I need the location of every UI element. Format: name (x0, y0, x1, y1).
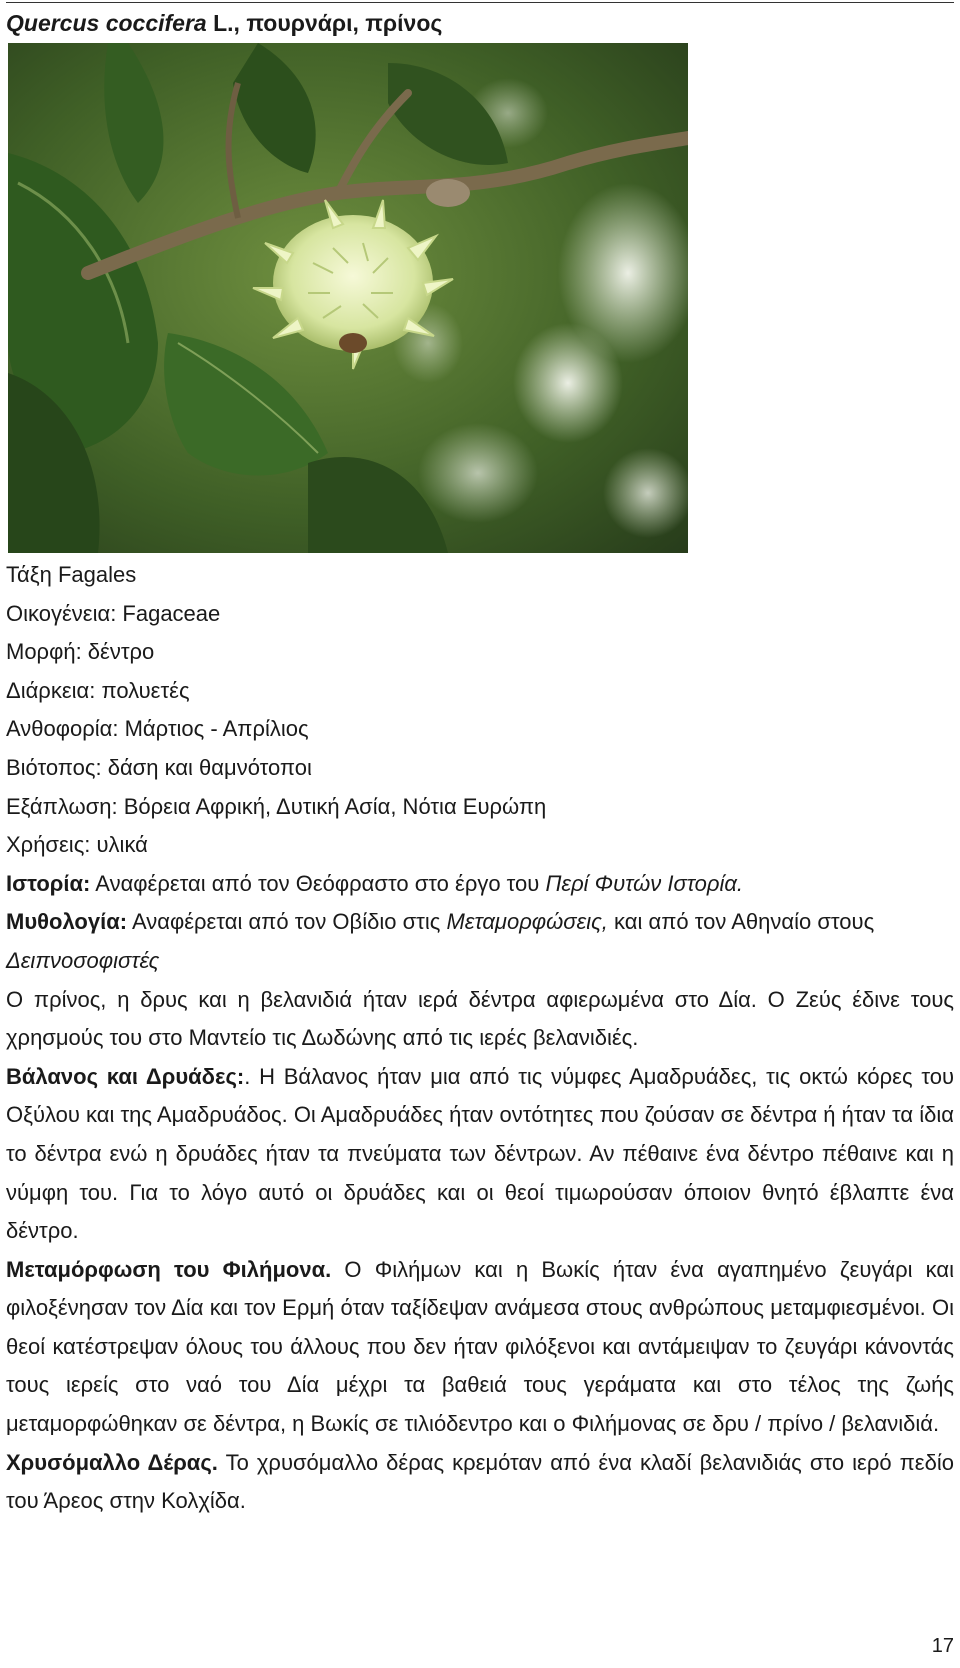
history-paragraph (6, 865, 954, 904)
page-title (6, 8, 442, 38)
history-work: Περί Φυτών Ιστορία. (545, 870, 744, 896)
balanos-text: . Η Βάλανος ήταν μια από τις νύμφες Αμαδρυάδες, τις οκτώ κόρες του Οξύλου και της Αμαδρυάδος. Οι Αμαδρυάδες ήταν οντότητες που ζούσαν σε δέντρα ή ήταν τα ίδια το δέντρα ενώ η δρυάδες ήταν τα πνεύματα των δέντρων. Αν πέθαινε ένα δέντρο πέθαινε και η νύμφη του. Για το λόγο αυτό οι δρυάδες και οι θεοί τιμωρούσαν όποιον θνητό έβλαπτε ένα δέντρο. (6, 1063, 954, 1244)
top-rule (6, 2, 954, 3)
fact-duration: Διάρκεια: πολυετές (6, 677, 190, 703)
mythology-work-1: Μεταμορφώσεις, (446, 909, 608, 935)
history-text: Αναφέρεται από τον Θεόφραστο στο έργο του (90, 870, 546, 896)
philemon-text: Ο Φιλήμων και η Βωκίς ήταν ένα αγαπημένο ζευγάρι και φιλοξένησαν τον Δία και τον Ερμή όταν ταξίδεψαν ανάμεσα στους ανθρώπους μεταμφιεσμένοι. Οι θεοί κατέστρεψαν όλους του άλλους που δεν ήταν φιλόξενοι και αντάμειψαν το ζευγάρι κάνοντάς τους ιερείς στο ναό του Δία μέχρι τα βαθειά τους γεράματα και στο τέλος της ζωής μεταμορφώθηκαν σε δέντρα, η Βωκίς σε τιλιόδεντρο και ο Φιλήμονας σε δρυ / πρίνο / βελανιδιά. (6, 1256, 955, 1437)
history-label: Ιστορία: (6, 870, 91, 896)
plant-photo (8, 43, 688, 553)
description (6, 556, 954, 1521)
title-common-names: L., πουρνάρι, πρίνος (206, 10, 443, 36)
sacred-trees-paragraph: Ο πρίνος, η δρυς και η βελανιδιά ήταν ιερά δέντρα αφιερωμένα στο Δία. Ο Ζεύς έδινε τους χρησμούς του στο Μαντείο τις Δωδώνης από τις ιερές βελανιδιές. (6, 986, 954, 1051)
balanos-paragraph (6, 1058, 954, 1251)
philemon-paragraph (6, 1251, 954, 1444)
mythology-label: Μυθολογία: (6, 909, 128, 935)
mythology-text-2: και από τον Αθηναίο στους (607, 909, 875, 935)
fact-form: Μορφή: δέντρο (6, 639, 155, 665)
mythology-work-2: Δειπνοσοφιστές (6, 947, 160, 973)
fact-flowering: Ανθοφορία: Μάρτιος - Απρίλιος (6, 716, 309, 742)
balanos-label: Βάλανος και Δρυάδες: (6, 1063, 245, 1089)
fact-order: Τάξη Fagales (6, 562, 137, 587)
page-number: 17 (931, 1635, 954, 1657)
fleece-text: Το χρυσόμαλλο δέρας κρεμόταν από ένα κλαδί βελανιδιάς στο ιερό πεδίο του Άρεος στην Κολχίδα. (6, 1449, 954, 1514)
species-name: Quercus coccifera (6, 10, 207, 36)
fleece-paragraph (6, 1444, 954, 1521)
mythology-text-1: Αναφέρεται από τον Οβίδιο στις (127, 909, 447, 935)
mythology-paragraph (6, 903, 954, 980)
fact-uses: Χρήσεις: υλικά (6, 832, 148, 858)
fleece-label: Χρυσόμαλλο Δέρας. (6, 1449, 218, 1475)
fact-distribution: Εξάπλωση: Βόρεια Αφρική, Δυτική Ασία, Νότια Ευρώπη (6, 793, 547, 819)
fact-habitat: Βιότοπος: δάση και θαμνότοποι (6, 754, 312, 780)
fact-family: Οικογένεια: Fagaceae (6, 600, 221, 626)
philemon-label: Μεταμόρφωση του Φιλήμονα. (6, 1256, 332, 1282)
